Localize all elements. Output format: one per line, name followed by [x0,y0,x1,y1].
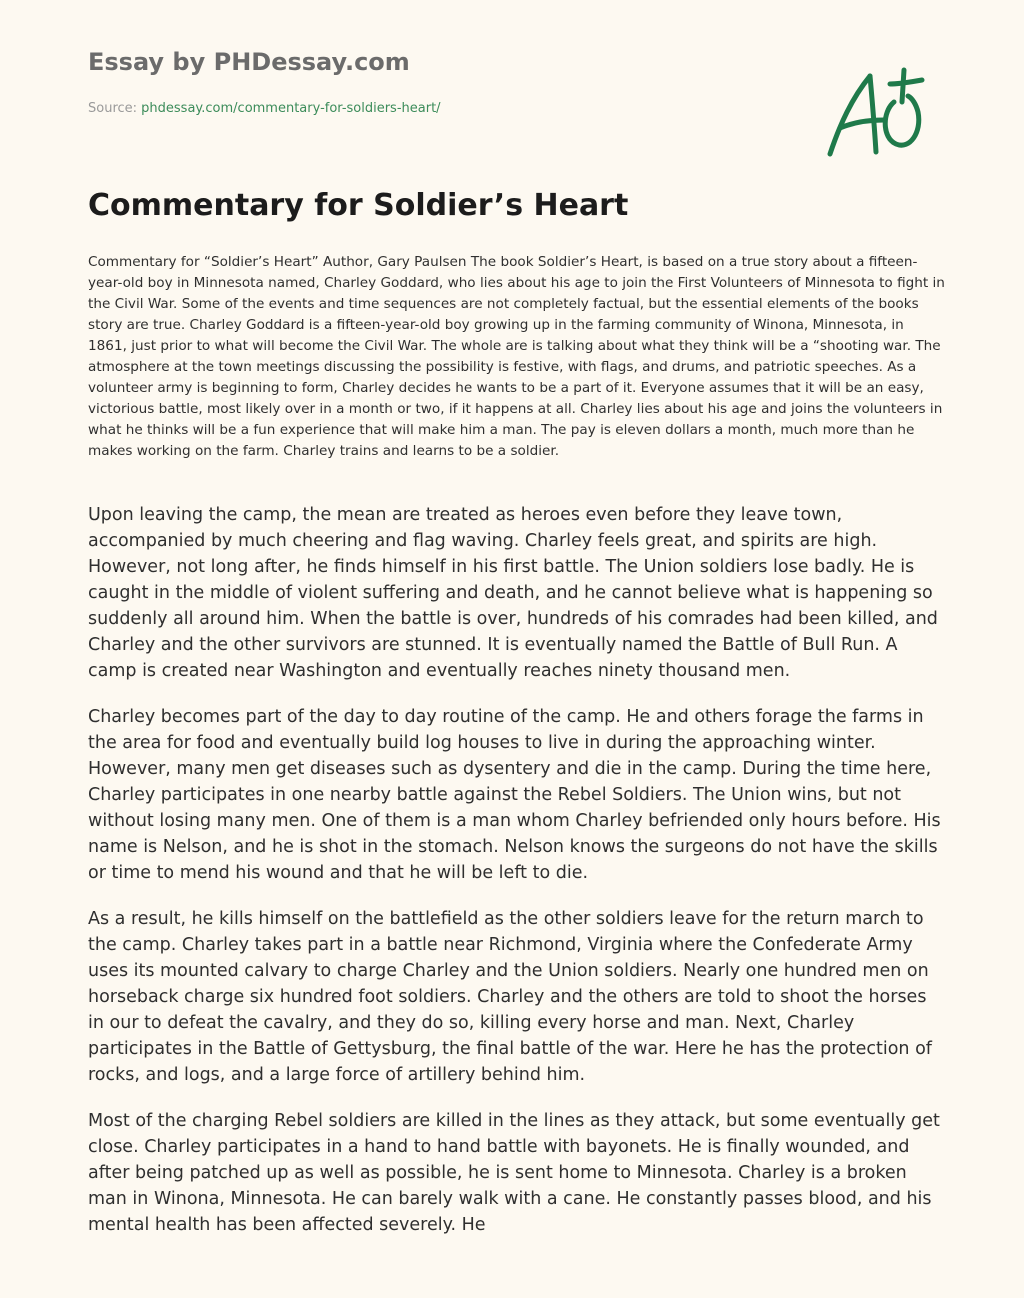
body-paragraph: Upon leaving the camp, the mean are treated as heroes even before they leave town, accompanied by much cheering and flag waving. Charley feels great, and spirits are high. However, not long after, he finds himself in his first battle. The Union soldiers lose badly. He is caught in the middle of violent suffering and death, and he cannot believe what is happening so suddenly all around him. When the battle is over, hundreds of his comrades had been killed, and Charley and the other survivors are stunned. It is eventually named the Battle of Bull Run. A camp is created near Washington and eventually reaches ninety thousand men. [88,505,938,681]
body-paragraph: As a result, he kills himself on the battlefield as the other soldiers leave for the return march to the camp. Charley takes part in a battle near Richmond, Virginia where the Confederate Army uses its mounted calvary to charge Charley and the Union soldiers. Nearly one hundred men on horseback charge six hundred foot soldiers. Charley and the others are told to shoot the horses in our to defeat the cavalry, and they do so, killing every horse and man. Next, Charley participates in the Battle of Gettysburg, the final battle of the war. Here he has the protection of rocks, and logs, and a large force of artillery behind him. [88,909,932,1085]
site-brand[interactable]: Essay by PHDessay.com [88,48,410,76]
source-line [88,101,441,116]
intro-paragraph: Commentary for “Soldier’s Heart” Author, Gary Paulsen The book Soldier’s Heart, is based on a true story about a fifteen-year-old boy in Minnesota named, Charley Goddard, who lies about his age to join the First Volunteers of Minnesota to fight in the Civil War. Some of the events and time sequences are not completely factual, but the essential elements of the books story are true. Charley Goddard is a fifteen-year-old boy growing up in the farming community of Winona, Minnesota, in 1861, just prior to what will become the Civil War. The whole are is talking about what they think will be a “shooting war. The atmosphere at the town meetings discussing the possibility is festive, with flags, and drums, and patriotic speeches. As a volunteer army is beginning to form, Charley decides he wants to be a part of it. Everyone assumes that it will be an easy, victorious battle, most likely over in a month or two, if it happens at all. Charley lies about his age and joins the volunteers in what he thinks will be a fun experience that will make him a man. The pay is eleven dollars a month, much more than he makes working on the farm. Charley trains and learns to be a soldier. [88,254,945,459]
body-paragraph: Charley becomes part of the day to day routine of the camp. He and others forage the farms in the area for food and eventually build log houses to live in during the approaching winter. However, many men get diseases such as dysentery and die in the camp. During the time here, Charley participates in one nearby battle against the Rebel Soldiers. The Union wins, but not without losing many men. One of them is a man whom Charley befriended only hours before. His name is Nelson, and he is shot in the stomach. Nelson knows the surgeons do not have the skills or time to mend his wound and that he will be left to die. [88,707,941,883]
article-body [88,502,946,1258]
a-plus-logo-icon [818,64,930,164]
page-title: Commentary for Soldier’s Heart [88,188,629,223]
content-fade-overlay [0,1238,1024,1298]
source-link[interactable]: phdessay.com/commentary-for-soldiers-heart/ [141,101,441,116]
source-label: Source: [88,101,138,116]
body-paragraph: Most of the charging Rebel soldiers are killed in the lines as they attack, but some eventually get close. Charley participates in a hand to hand battle with bayonets. He is finally wounded, and after being patched up as well as possible, he is sent home to Minnesota. Charley is a broken man in Winona, Minnesota. He can barely walk with a cane. He constantly passes blood, and his mental health has been affected severely. He [88,1111,940,1235]
